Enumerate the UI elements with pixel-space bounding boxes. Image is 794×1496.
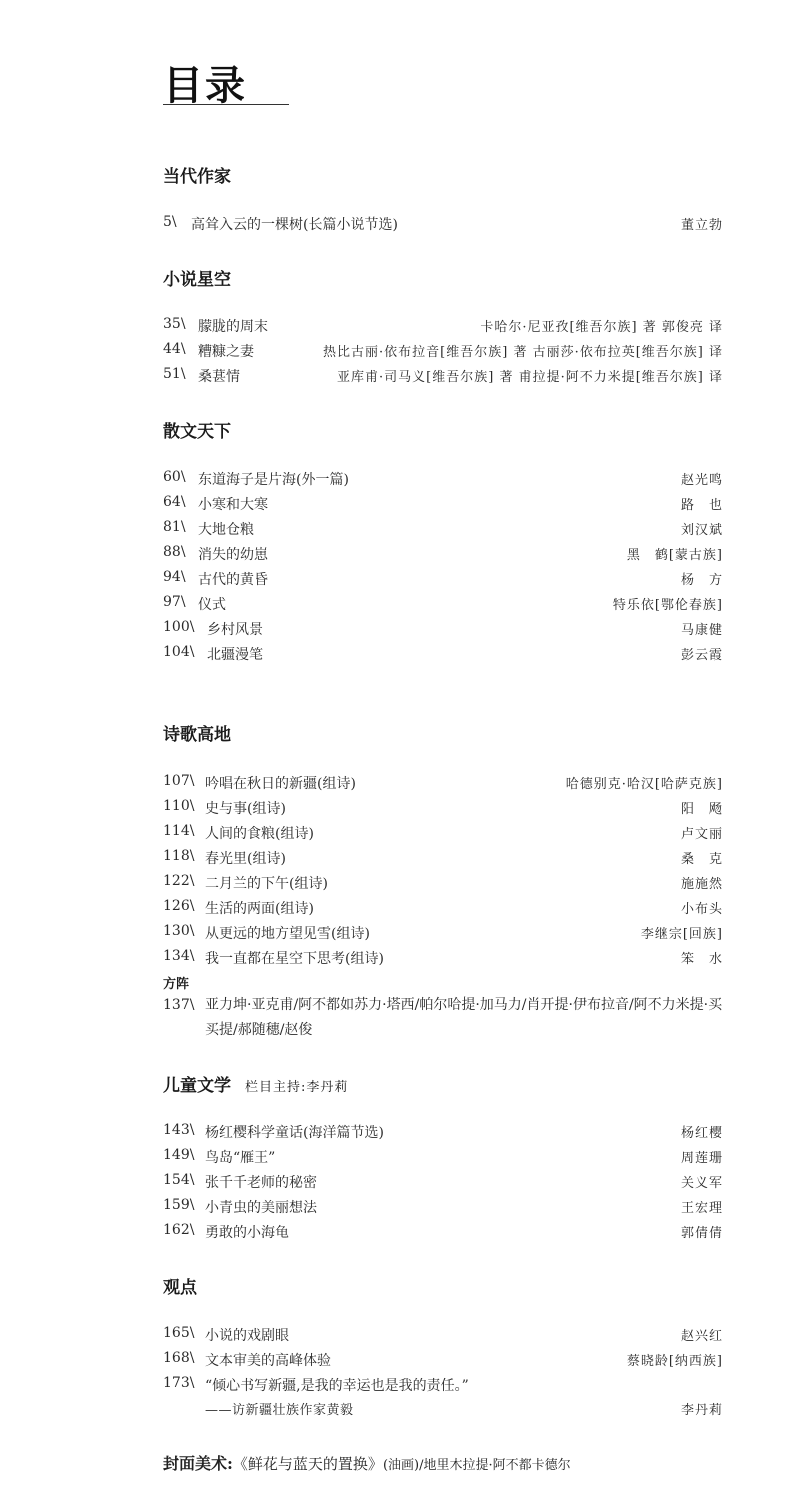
entry-author: 周莲珊 <box>680 1151 723 1166</box>
entry-title: 乡村风景 <box>207 622 263 638</box>
entry-page: 60\ <box>163 469 186 485</box>
toc-entry[interactable] <box>163 923 723 943</box>
entry-page: 35\ <box>163 316 186 332</box>
cover-rest: (油画)/地里木拉提·阿不都卡德尔 <box>382 1458 571 1473</box>
entry-credit: 热比古丽·依布拉音[维吾尔族] 著 古丽莎·依布拉英[维吾尔族] 译 <box>323 345 723 360</box>
toc-entry[interactable] <box>163 1375 723 1395</box>
entry-author: 赵兴红 <box>680 1329 723 1344</box>
entry-author: 特乐依[鄂伦春族] <box>612 598 723 613</box>
entry-author: 卢文丽 <box>680 827 723 842</box>
cover-work: 《鲜花与蓝天的置换》 <box>232 1455 383 1473</box>
toc-entry-fangzhen[interactable] <box>163 993 723 1043</box>
entry-title: 勇敢的小海龟 <box>205 1225 289 1241</box>
entry-author: 蔡晓龄[纳西族] <box>626 1354 723 1369</box>
entry-page: 122\ <box>163 873 195 889</box>
entry-title: 我一直都在星空下思考(组诗) <box>205 951 384 967</box>
entry-author: 马康健 <box>680 623 723 638</box>
entry-title: 文本审美的高峰体验 <box>205 1353 331 1369</box>
toc-entry[interactable] <box>163 898 723 918</box>
toc-entry[interactable] <box>163 773 723 793</box>
section-heading-guandian: 观点 <box>163 1278 197 1298</box>
cover-label: 封面美术: <box>163 1454 233 1473</box>
entry-title: 东道海子是片海(外一篇) <box>198 472 349 488</box>
toc-entry[interactable] <box>163 823 723 843</box>
entry-title: 小青虫的美丽想法 <box>205 1200 317 1216</box>
entry-page: 97\ <box>163 594 186 610</box>
toc-entry[interactable] <box>163 1147 723 1167</box>
entry-title: 消失的幼崽 <box>198 547 268 563</box>
entry-page: 81\ <box>163 519 186 535</box>
entry-page: 44\ <box>163 341 186 357</box>
entry-title: 生活的两面(组诗) <box>205 901 314 917</box>
section-heading-ertong <box>163 1071 348 1096</box>
toc-entry[interactable] <box>163 569 723 589</box>
entry-page: 165\ <box>163 1325 195 1341</box>
entry-author: 关义军 <box>680 1176 723 1191</box>
entry-page: 104\ <box>163 644 195 660</box>
entry-title: 史与事(组诗) <box>205 801 286 817</box>
toc-entry[interactable] <box>163 1325 723 1345</box>
toc-entry[interactable] <box>163 1350 723 1370</box>
toc-entry[interactable] <box>163 848 723 868</box>
toc-entry[interactable] <box>163 594 723 614</box>
entry-page: 162\ <box>163 1222 195 1238</box>
entry-page: 114\ <box>163 823 195 839</box>
toc-entry[interactable] <box>163 1197 723 1217</box>
entry-title: 桑葚情 <box>198 369 240 385</box>
section-heading-text: 儿童文学 <box>163 1076 231 1096</box>
entry-title: “倾心书写新疆,是我的幸运也是我的责任。” <box>205 1378 469 1394</box>
entry-page: 137\ <box>163 997 195 1013</box>
section-heading-xiaoshuo: 小说星空 <box>163 270 231 290</box>
entry-page: 107\ <box>163 773 195 789</box>
entry-title: 二月兰的下午(组诗) <box>205 876 328 892</box>
entry-page: 5\ <box>163 214 177 230</box>
entry-page: 168\ <box>163 1350 195 1366</box>
toc-entry[interactable] <box>163 366 723 386</box>
entry-title: 糟糠之妻 <box>198 344 254 360</box>
entry-author: 郭倩倩 <box>680 1226 723 1241</box>
toc-entry[interactable] <box>163 519 723 539</box>
entry-title: 鸟岛“雁王” <box>205 1150 276 1166</box>
section-heading-shige: 诗歌高地 <box>163 725 231 745</box>
entry-credit: 卡哈尔·尼亚孜[维吾尔族] 著 郭俊亮 译 <box>480 320 723 335</box>
toc-entry[interactable] <box>163 619 723 639</box>
entry-page: 130\ <box>163 923 195 939</box>
toc-entry[interactable] <box>163 494 723 514</box>
toc-entry[interactable] <box>163 1122 723 1142</box>
entry-author: 黑 鹤[蒙古族] <box>626 548 723 563</box>
entry-page: 154\ <box>163 1172 195 1188</box>
section-heading-dangdai: 当代作家 <box>163 167 231 187</box>
entry-page: 126\ <box>163 898 195 914</box>
entry-title: 古代的黄昏 <box>198 572 268 588</box>
entry-title: 吟唱在秋日的新疆(组诗) <box>205 776 356 792</box>
entry-title: 大地仓粮 <box>198 522 254 538</box>
entry-author: 桑 克 <box>680 852 723 867</box>
toc-entry[interactable] <box>163 798 723 818</box>
entry-credit: 亚库甫·司马义[维吾尔族] 著 甫拉提·阿不力米提[维吾尔族] 译 <box>337 370 723 385</box>
entry-page: 173\ <box>163 1375 195 1391</box>
toc-entry[interactable] <box>163 544 723 564</box>
section-host: 栏目主持:李丹莉 <box>245 1080 349 1095</box>
entry-author: 刘汉斌 <box>680 523 723 538</box>
entry-page: 110\ <box>163 798 195 814</box>
entry-page: 51\ <box>163 366 186 382</box>
entry-author: 小布头 <box>680 902 723 917</box>
entry-title: 亚力坤·亚克甫/阿不都如苏力·塔西/帕尔哈提·加马力/肖开提·伊布拉音/阿不力米提·买买提/郝随穗/赵俊 <box>205 997 723 1038</box>
cover-credit <box>163 1451 571 1474</box>
entry-title: 人间的食粮(组诗) <box>205 826 314 842</box>
entry-author: 杨 方 <box>680 573 723 588</box>
section-heading-sanwen: 散文天下 <box>163 422 231 442</box>
entry-author: 李继宗[回族] <box>640 927 723 942</box>
entry-author: 王宏理 <box>680 1201 723 1216</box>
toc-entry[interactable] <box>163 1172 723 1192</box>
toc-entry-subtitle <box>163 1399 723 1419</box>
entry-author: 施施然 <box>680 877 723 892</box>
entry-page: 64\ <box>163 494 186 510</box>
entry-title: 杨红樱科学童话(海洋篇节选) <box>205 1125 384 1141</box>
entry-author: 路 也 <box>680 498 723 513</box>
entry-page: 143\ <box>163 1122 195 1138</box>
toc-entry[interactable] <box>163 316 723 336</box>
entry-title: 朦胧的周末 <box>198 319 268 335</box>
entry-title: 张千千老师的秘密 <box>205 1175 317 1191</box>
entry-title: 从更远的地方望见雪(组诗) <box>205 926 370 942</box>
toc-entry[interactable] <box>163 1222 723 1242</box>
toc-entry[interactable] <box>163 873 723 893</box>
entry-author: 彭云霞 <box>680 648 723 663</box>
entry-subtitle: ——访新疆壮族作家黄毅 <box>205 1403 354 1418</box>
page-title: 目录 <box>163 63 247 109</box>
entry-author: 赵光鸣 <box>680 473 723 488</box>
entry-title: 春光里(组诗) <box>205 851 286 867</box>
title-underline <box>163 104 289 105</box>
entry-title: 北疆漫笔 <box>207 647 263 663</box>
entry-author: 阳 飏 <box>680 802 723 817</box>
subsection-heading-fangzhen: 方阵 <box>163 977 190 992</box>
entry-author: 李丹莉 <box>680 1403 723 1418</box>
toc-entry[interactable] <box>163 214 723 234</box>
entry-page: 118\ <box>163 848 195 864</box>
entry-page: 134\ <box>163 948 195 964</box>
entry-title: 仪式 <box>198 597 226 613</box>
entry-title: 小寒和大寒 <box>198 497 268 513</box>
entry-title: 小说的戏剧眼 <box>205 1328 289 1344</box>
entry-author: 笨 水 <box>680 952 723 967</box>
entry-page: 159\ <box>163 1197 195 1213</box>
toc-entry[interactable] <box>163 341 723 361</box>
entry-page: 94\ <box>163 569 186 585</box>
entry-page: 149\ <box>163 1147 195 1163</box>
toc-entry[interactable] <box>163 469 723 489</box>
entry-page: 100\ <box>163 619 195 635</box>
entry-author: 哈德别克·哈汉[哈萨克族] <box>565 777 723 792</box>
toc-entry[interactable] <box>163 644 723 664</box>
toc-entry[interactable] <box>163 948 723 968</box>
entry-author: 董立勃 <box>680 218 723 233</box>
entry-page: 88\ <box>163 544 186 560</box>
entry-author: 杨红樱 <box>680 1126 723 1141</box>
entry-title: 高耸入云的一棵树(长篇小说节选) <box>191 217 398 233</box>
